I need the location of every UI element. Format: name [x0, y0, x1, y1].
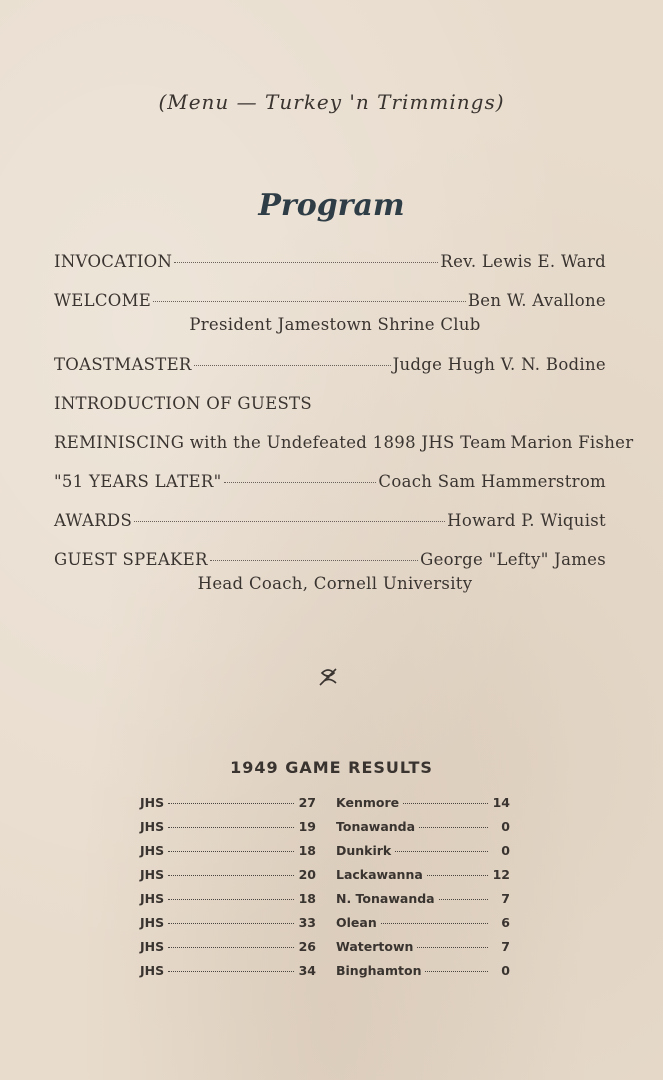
opponent-column: [336, 963, 510, 978]
dot-leader: [224, 482, 377, 483]
team-name: JHS: [140, 819, 165, 834]
team-score: 33: [298, 915, 316, 930]
dot-leader: [134, 521, 445, 522]
result-row: [140, 795, 514, 819]
team-score: 34: [298, 963, 316, 978]
program-item-name: Rev. Lewis E. Ward: [440, 252, 606, 271]
result-row: [140, 819, 514, 843]
team-score: 27: [298, 795, 316, 810]
opponent-column: [336, 843, 510, 858]
results-title: 1949 GAME RESULTS: [230, 758, 433, 777]
opponent-score: 7: [501, 891, 510, 906]
program-list: [54, 252, 634, 614]
program-item-label: "51 YEARS LATER": [54, 472, 222, 491]
opponent-score: 0: [501, 819, 510, 834]
fleuron-ornament-icon: [316, 665, 340, 689]
dot-leader: [381, 923, 488, 924]
team-name: JHS: [140, 939, 165, 954]
dot-leader: [427, 875, 488, 876]
jhs-column: [140, 939, 316, 954]
opponent-score: 7: [501, 939, 510, 954]
team-name: JHS: [140, 843, 165, 858]
dot-leader: [395, 851, 488, 852]
program-item-name: Marion Fisher: [510, 433, 634, 452]
opponent-score: 0: [501, 843, 510, 858]
program-item-subtitle: President Jamestown Shrine Club: [189, 315, 481, 334]
program-item-name: George "Lefty" James: [420, 550, 606, 569]
team-score: 18: [298, 843, 316, 858]
dot-leader: [168, 923, 294, 924]
jhs-column: [140, 915, 316, 930]
jhs-column: [140, 963, 316, 978]
program-item-label: REMINISCING with the Undefeated 1898 JHS Team: [54, 433, 507, 452]
dot-leader: [210, 560, 418, 561]
result-row: [140, 891, 514, 915]
program-item-label: TOASTMASTER: [54, 355, 192, 374]
result-row: [140, 867, 514, 891]
dot-leader: [168, 875, 294, 876]
program-item-subtitle: Head Coach, Cornell University: [197, 574, 473, 593]
opponent-name: Binghamton: [336, 963, 422, 978]
dot-leader: [417, 947, 488, 948]
program-item-name: Ben W. Avallone: [467, 291, 606, 310]
opponent-name: Olean: [336, 915, 377, 930]
program-item: [54, 252, 606, 291]
dot-leader: [194, 365, 391, 366]
team-name: JHS: [140, 915, 165, 930]
jhs-column: [140, 891, 316, 906]
dot-leader: [403, 803, 488, 804]
program-item-label: INTRODUCTION OF GUESTS: [54, 394, 312, 413]
jhs-column: [140, 819, 316, 834]
opponent-name: Watertown: [336, 939, 414, 954]
results-table: [140, 795, 514, 987]
program-line: [54, 291, 606, 310]
team-score: 18: [298, 891, 316, 906]
dot-leader: [168, 899, 294, 900]
opponent-score: 0: [501, 963, 510, 978]
program-item-name: Coach Sam Hammerstrom: [378, 472, 606, 491]
program-item: [54, 511, 606, 550]
team-score: 20: [298, 867, 316, 882]
jhs-column: [140, 795, 316, 810]
opponent-score: 12: [492, 867, 510, 882]
dot-leader: [174, 262, 438, 263]
jhs-column: [140, 843, 316, 858]
result-row: [140, 843, 514, 867]
program-line: [54, 355, 606, 374]
program-item-label: INVOCATION: [54, 252, 173, 271]
program-item-name: Judge Hugh V. N. Bodine: [392, 355, 606, 374]
dot-leader: [168, 947, 294, 948]
program-line: [54, 550, 606, 569]
opponent-score: 14: [492, 795, 510, 810]
opponent-name: Tonawanda: [336, 819, 416, 834]
opponent-column: [336, 819, 510, 834]
dot-leader: [168, 851, 294, 852]
opponent-name: Dunkirk: [336, 843, 392, 858]
team-name: JHS: [140, 891, 165, 906]
program-item-name: Howard P. Wiquist: [447, 511, 606, 530]
dot-leader: [419, 827, 488, 828]
program-item-label: AWARDS: [54, 511, 133, 530]
program-line: [54, 252, 606, 271]
team-score: 26: [298, 939, 316, 954]
program-item-label: WELCOME: [54, 291, 152, 310]
dot-leader: [153, 301, 466, 302]
program-item: [54, 394, 606, 433]
opponent-column: [336, 915, 510, 930]
menu-line: (Menu — Turkey 'n Trimmings): [158, 90, 505, 114]
program-line: [54, 394, 606, 413]
program-line: [54, 511, 606, 530]
program-item: [54, 355, 606, 394]
opponent-column: [336, 867, 510, 882]
opponent-column: [336, 891, 510, 906]
program-line: [54, 472, 606, 491]
dot-leader: [168, 827, 294, 828]
result-row: [140, 915, 514, 939]
team-score: 19: [298, 819, 316, 834]
program-item: [54, 472, 606, 511]
program-item-label: GUEST SPEAKER: [54, 550, 208, 569]
program-line: [54, 433, 634, 452]
opponent-name: N. Tonawanda: [336, 891, 435, 906]
jhs-column: [140, 867, 316, 882]
program-item: [54, 550, 606, 614]
dot-leader: [439, 899, 488, 900]
opponent-name: Lackawanna: [336, 867, 423, 882]
opponent-name: Kenmore: [336, 795, 400, 810]
program-item: [54, 291, 606, 355]
opponent-column: [336, 939, 510, 954]
dot-leader: [425, 971, 488, 972]
result-row: [140, 939, 514, 963]
dot-leader: [168, 971, 294, 972]
team-name: JHS: [140, 867, 165, 882]
opponent-column: [336, 795, 510, 810]
program-item: [54, 433, 634, 472]
result-row: [140, 963, 514, 987]
program-title: Program: [258, 188, 405, 223]
opponent-score: 6: [501, 915, 510, 930]
team-name: JHS: [140, 963, 165, 978]
team-name: JHS: [140, 795, 165, 810]
dot-leader: [168, 803, 294, 804]
